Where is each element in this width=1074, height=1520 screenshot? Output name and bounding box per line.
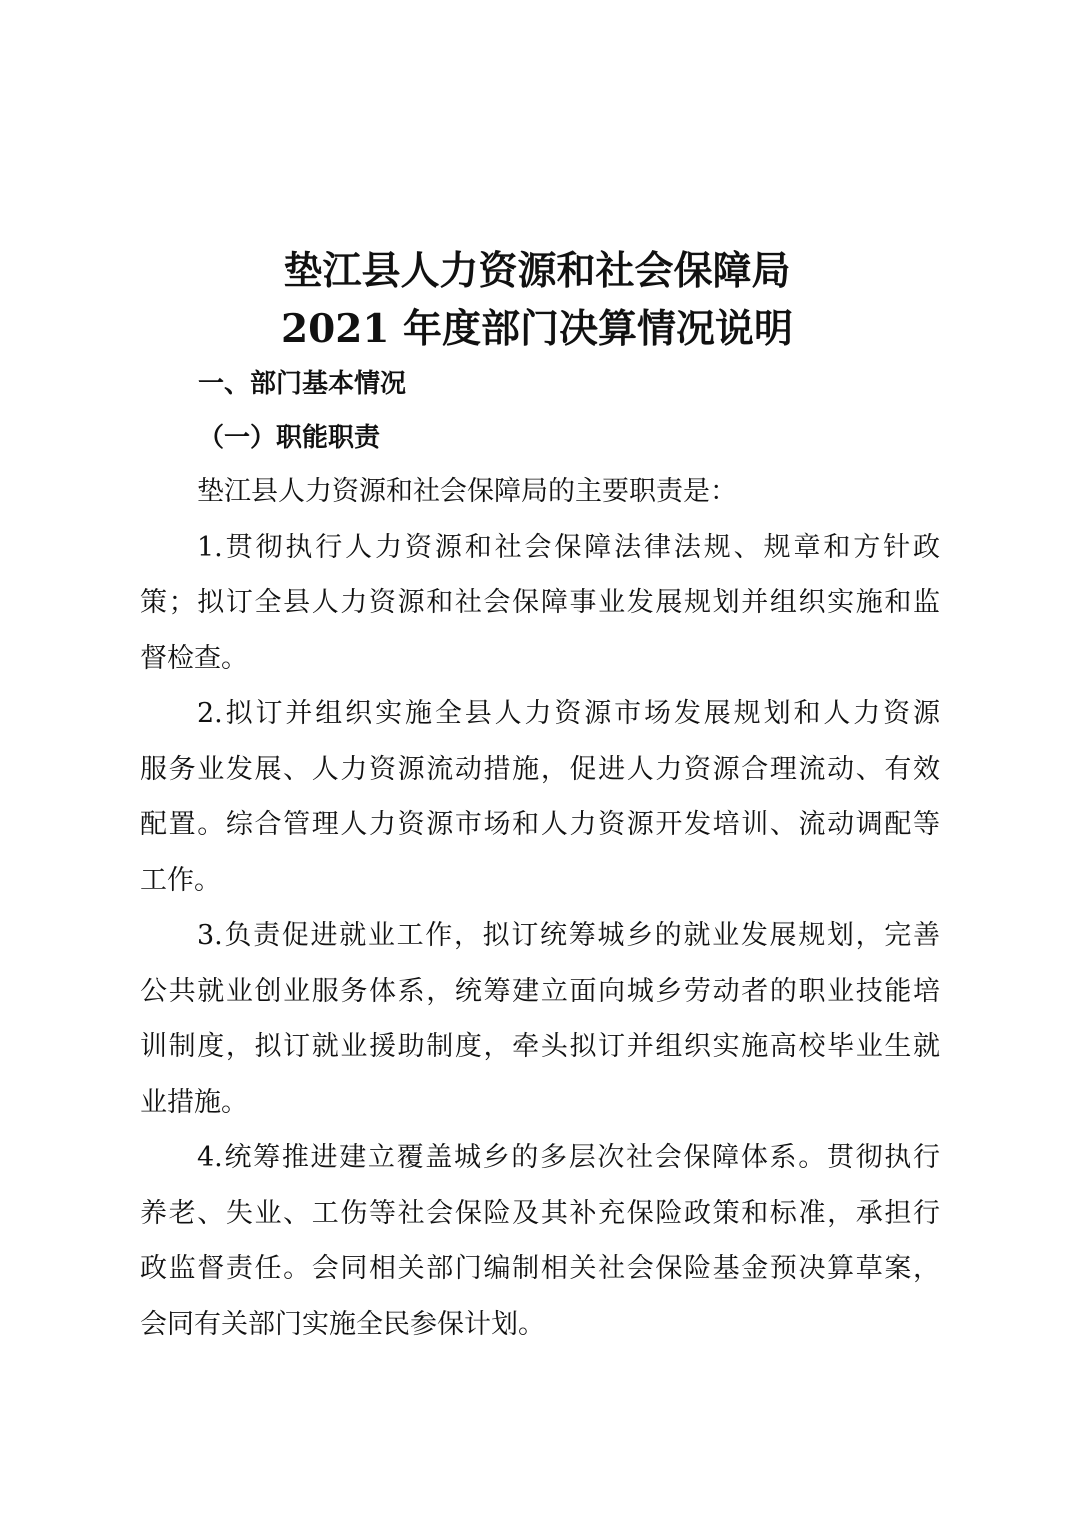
paragraph-line: 训制度，拟订就业援助制度，牵头拟订并组织实施高校毕业生就 [140, 1031, 940, 1062]
document-title-line-2: 2021 年度部门决算情况说明 [280, 306, 794, 352]
paragraph [140, 470, 940, 526]
paragraph [140, 692, 940, 914]
paragraph-line: 配置。综合管理人力资源市场和人力资源开发培训、流动调配等 [140, 809, 940, 840]
paragraph-line: 服务业发展、人力资源流动措施，促进人力资源合理流动、有效 [140, 753, 940, 785]
document-body [140, 470, 940, 1358]
subsection-heading: （一）职能职责 [198, 423, 381, 453]
paragraph-line: 策；拟订全县人力资源和社会保障事业发展规划并组织实施和监 [140, 587, 940, 618]
paragraph-line: 工作。 [140, 864, 221, 896]
paragraph-line: 业措施。 [140, 1086, 248, 1118]
paragraph-line: 垫江县人力资源和社会保障局的主要职责是： [197, 476, 737, 507]
document-title-line-1: 垫江县人力资源和社会保障局 [283, 248, 791, 294]
paragraph-line: 公共就业创业服务体系，统筹建立面向城乡劳动者的职业技能培 [140, 975, 940, 1007]
paragraph-line: 3.负责促进就业工作，拟订统筹城乡的就业发展规划，完善 [197, 920, 940, 951]
section-heading: 一、部门基本情况 [198, 369, 407, 399]
paragraph-line: 督检查。 [140, 642, 248, 674]
paragraph-line: 会同有关部门实施全民参保计划。 [140, 1308, 545, 1340]
paragraph-line: 养老、失业、工伤等社会保险及其补充保险政策和标准，承担行 [140, 1197, 940, 1229]
paragraph [140, 914, 940, 1136]
paragraph-line: 政监督责任。会同相关部门编制相关社会保险基金预决算草案， [140, 1253, 940, 1284]
paragraph-line: 1.贯彻执行人力资源和社会保障法律法规、规章和方针政 [197, 531, 940, 563]
paragraph-line: 2.拟订并组织实施全县人力资源市场发展规划和人力资源 [197, 698, 940, 729]
paragraph-line: 4.统筹推进建立覆盖城乡的多层次社会保障体系。贯彻执行 [197, 1142, 940, 1173]
paragraph [140, 1136, 940, 1358]
paragraph [140, 526, 940, 693]
